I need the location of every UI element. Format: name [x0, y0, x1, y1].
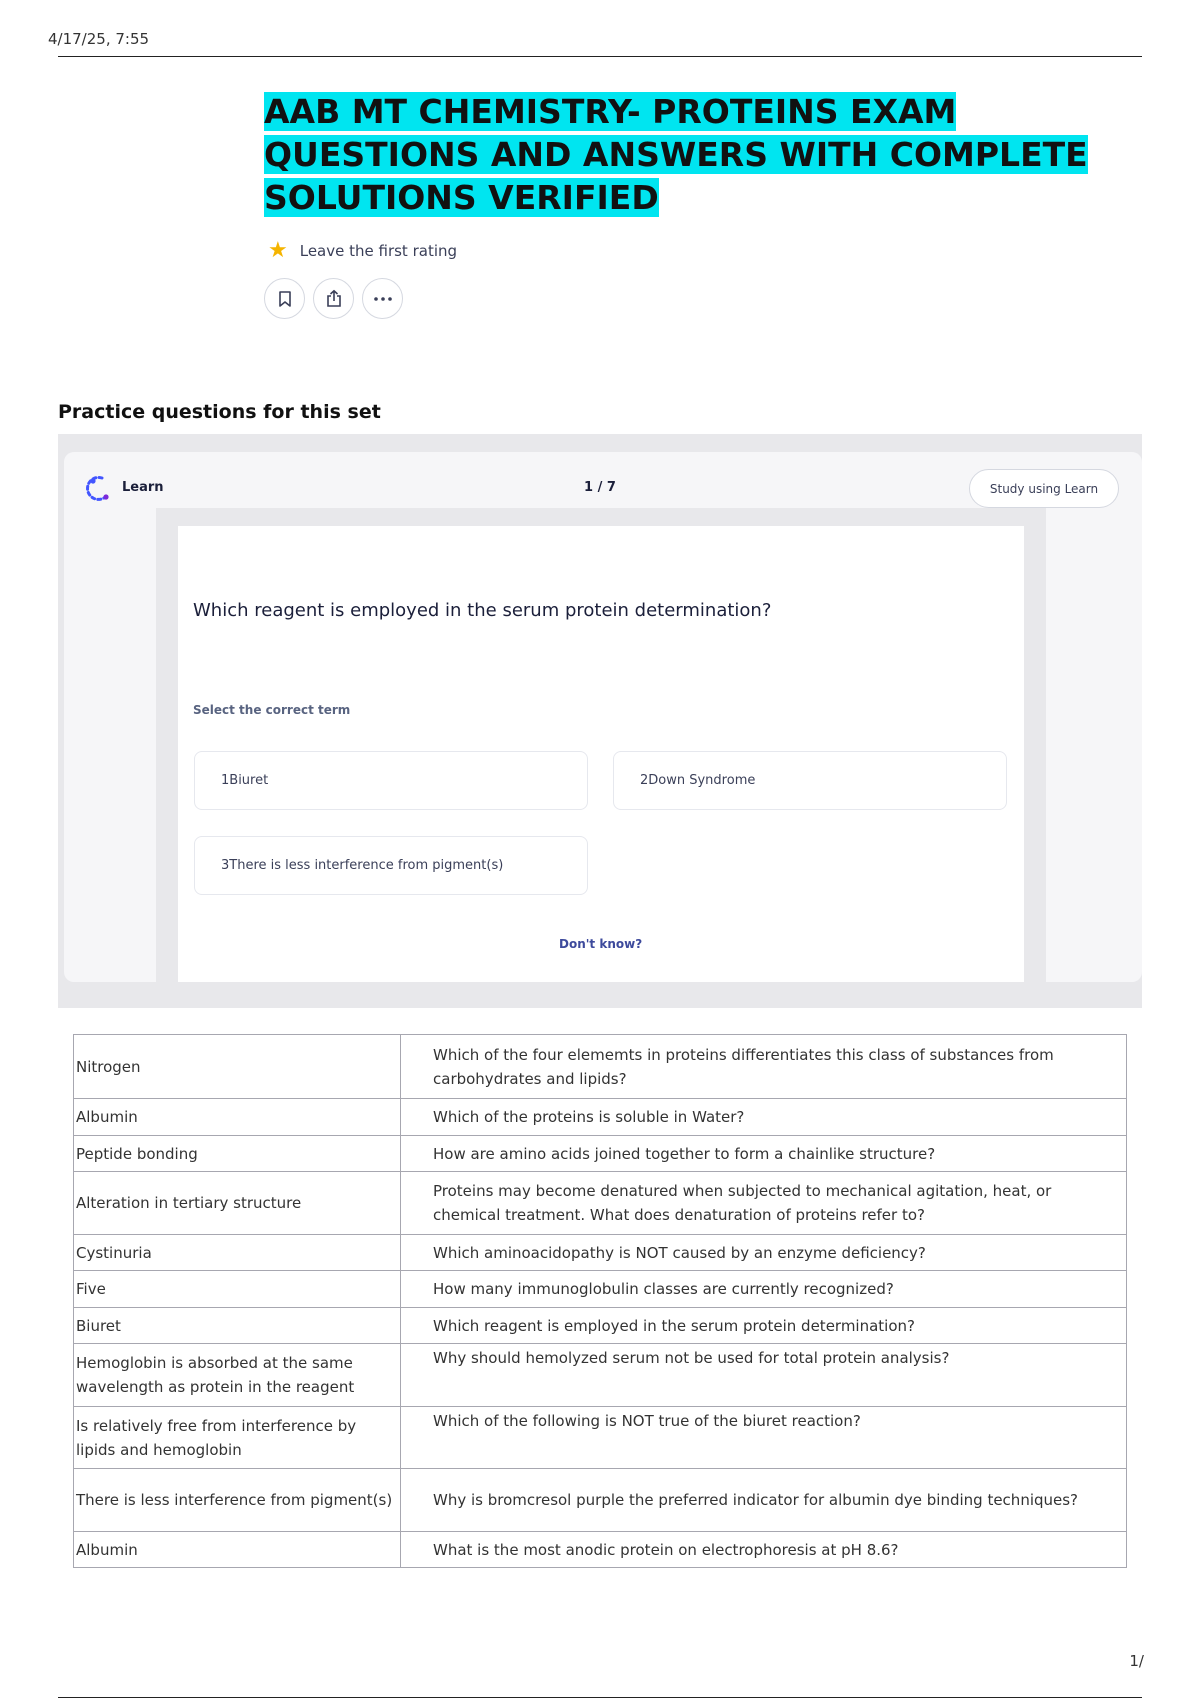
share-icon — [324, 289, 344, 309]
term-cell: Cystinuria — [74, 1235, 401, 1271]
table-row — [74, 1235, 1127, 1271]
question-text: Which reagent is employed in the serum protein determination? — [193, 600, 772, 621]
answer-option-1[interactable]: 1Biuret — [194, 751, 588, 810]
table-row — [74, 1469, 1127, 1532]
page-title — [264, 90, 1144, 219]
rating-row[interactable] — [268, 240, 457, 262]
table-row — [74, 1271, 1127, 1308]
definition-cell: Which reagent is employed in the serum protein determination? — [401, 1308, 1127, 1344]
definition-cell: Which aminoacidopathy is NOT caused by an enzyme deficiency? — [401, 1235, 1127, 1271]
table-row — [74, 1136, 1127, 1172]
table-row — [74, 1407, 1127, 1469]
study-using-learn-button[interactable]: Study using Learn — [969, 469, 1119, 508]
bookmark-button[interactable] — [264, 278, 305, 319]
star-icon: ★ — [268, 238, 288, 263]
answer-option-3[interactable]: 3There is less interference from pigment(s) — [194, 836, 588, 895]
term-cell: Is relatively free from interference by lipids and hemoglobin — [74, 1407, 401, 1469]
table-row — [74, 1099, 1127, 1136]
rating-label[interactable]: Leave the first rating — [299, 242, 458, 260]
definition-cell: What is the most anodic protein on electrophoresis at pH 8.6? — [401, 1532, 1127, 1568]
definition-cell: Proteins may become denatured when subjected to mechanical agitation, heat, or chemical treatment. What does denaturation of proteins refer to? — [401, 1172, 1127, 1235]
table-row — [74, 1308, 1127, 1344]
term-cell: Nitrogen — [74, 1035, 401, 1099]
table-row — [74, 1172, 1127, 1235]
select-prompt: Select the correct term — [193, 703, 351, 717]
header-divider — [58, 56, 1142, 57]
ellipsis-icon — [373, 296, 393, 302]
question-progress: 1 / 7 — [584, 480, 616, 495]
practice-heading: Practice questions for this set — [58, 401, 381, 423]
definition-cell: Which of the four elememts in proteins differentiates this class of substances from carbohydrates and lipids? — [401, 1035, 1127, 1099]
bookmark-icon — [277, 290, 293, 308]
definition-cell: Why should hemolyzed serum not be used for total protein analysis? — [401, 1344, 1127, 1407]
print-date: 4/17/25, 7:55 — [48, 30, 150, 48]
table-row — [74, 1035, 1127, 1099]
term-cell: Albumin — [74, 1532, 401, 1568]
learn-mode-label: Learn — [122, 480, 164, 495]
learn-logo-icon — [84, 474, 112, 504]
action-buttons — [264, 278, 403, 319]
dont-know-link[interactable]: Don't know? — [559, 937, 643, 951]
page-number: 1/ — [1129, 1652, 1144, 1670]
footer-divider — [58, 1697, 1142, 1698]
definition-cell: Why is bromcresol purple the preferred indicator for albumin dye binding techniques? — [401, 1469, 1127, 1532]
table-row — [74, 1344, 1127, 1407]
answer-option-2[interactable]: 2Down Syndrome — [613, 751, 1007, 810]
term-cell: Albumin — [74, 1099, 401, 1136]
term-cell: Biuret — [74, 1308, 401, 1344]
table-row — [74, 1532, 1127, 1568]
definition-cell: Which of the following is NOT true of the biuret reaction? — [401, 1407, 1127, 1469]
more-options-button[interactable] — [362, 278, 403, 319]
terms-table — [73, 1034, 1127, 1568]
term-cell: Alteration in tertiary structure — [74, 1172, 401, 1235]
title-highlight: AAB MT CHEMISTRY- PROTEINS EXAM QUESTIONS AND ANSWERS WITH COMPLETE SOLUTIONS VERIFIED — [264, 92, 1088, 217]
term-cell: Five — [74, 1271, 401, 1308]
share-button[interactable] — [313, 278, 354, 319]
term-cell: Peptide bonding — [74, 1136, 401, 1172]
definition-cell: How are amino acids joined together to form a chainlike structure? — [401, 1136, 1127, 1172]
term-cell: There is less interference from pigment(s) — [74, 1469, 401, 1532]
definition-cell: How many immunoglobulin classes are currently recognized? — [401, 1271, 1127, 1308]
term-cell: Hemoglobin is absorbed at the same wavelength as protein in the reagent — [74, 1344, 401, 1407]
definition-cell: Which of the proteins is soluble in Water? — [401, 1099, 1127, 1136]
